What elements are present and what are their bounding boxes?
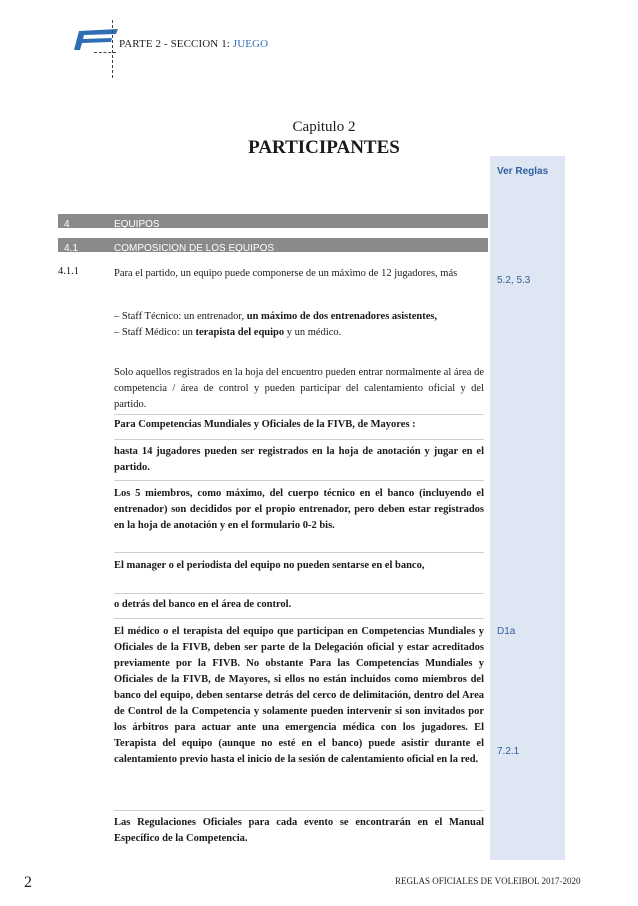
crop-mark-vertical bbox=[112, 20, 113, 78]
paragraph bbox=[114, 486, 484, 534]
dash: – bbox=[114, 327, 120, 338]
staff-tecnico-item bbox=[114, 309, 484, 325]
section-title: COMPOSICION DE LOS EQUIPOS bbox=[114, 243, 275, 252]
section-title: EQUIPOS bbox=[114, 219, 160, 228]
paragraph-text: Para Competencias Mundiales y Oficiales de la FIVB, de Mayores : bbox=[114, 419, 416, 430]
running-footer: REGLAS OFICIALES DE VOLEIBOL 2017-2020 bbox=[395, 876, 581, 886]
section-bar-equipos bbox=[58, 214, 488, 228]
paragraph bbox=[114, 597, 484, 613]
item-text: y un médico. bbox=[286, 327, 342, 338]
paragraph bbox=[114, 624, 484, 768]
header-section: JUEGO bbox=[232, 38, 269, 50]
divider bbox=[114, 593, 484, 594]
item-text-bold: terapista del equipo bbox=[195, 327, 285, 338]
paragraph-text: Solo aquellos registrados en la hoja del encuentro pueden entrar normalmente al área de competencia / área de control y pueden participar del calentamiento oficial y del partido. bbox=[114, 367, 484, 410]
paragraph bbox=[114, 444, 484, 476]
section-number: 4 bbox=[64, 219, 70, 228]
reference-column-header: Ver Reglas bbox=[497, 166, 549, 177]
divider bbox=[114, 810, 484, 811]
paragraph-text: o detrás del banco en el área de control. bbox=[114, 599, 292, 610]
header-part: PARTE 2 - SECCION 1: bbox=[119, 38, 230, 50]
running-header bbox=[119, 38, 268, 50]
rule-reference: 5.2, 5.3 bbox=[497, 275, 531, 286]
divider bbox=[114, 439, 484, 440]
paragraph-text: hasta 14 jugadores pueden ser registrados en la hoja de anotación y jugar en el partido. bbox=[114, 446, 484, 473]
rule-reference: D1a bbox=[497, 626, 516, 637]
section-bar-composicion bbox=[58, 238, 488, 252]
paragraph-text: Los 5 miembros, como máximo, del cuerpo técnico en el banco (incluyendo el entrenador) son decididos por el propio entrenador, pero deben estar registrados en la hoja de anotación y en el formulario 0-2 bis. bbox=[114, 488, 484, 531]
article-number: 4.1.1 bbox=[58, 266, 79, 277]
paragraph-text: El manager o el periodista del equipo no pueden sentarse en el banco, bbox=[114, 560, 425, 571]
page-title: PARTICIPANTES bbox=[248, 137, 400, 158]
divider bbox=[114, 618, 484, 619]
divider bbox=[114, 414, 484, 415]
paragraph-text: Las Regulaciones Oficiales para cada evento se encontrarán en el Manual Específico de la Competencia. bbox=[114, 817, 484, 844]
paragraph bbox=[114, 815, 484, 847]
paragraph bbox=[114, 266, 484, 282]
divider bbox=[114, 480, 484, 481]
paragraph bbox=[114, 417, 484, 433]
item-text: Staff Médico: un bbox=[121, 327, 193, 338]
divider bbox=[114, 552, 484, 553]
rule-reference: 7.2.1 bbox=[497, 746, 520, 757]
crop-mark-horizontal bbox=[94, 52, 116, 53]
paragraph bbox=[114, 365, 484, 413]
paragraph-text: El médico o el terapista del equipo que participan en Competencias Mundiales y Oficiales de la FIVB, deben ser parte de la Delegación oficial y estar acreditados previamente por la FIVB. No obstante Para las Competencias Mundiales y Oficiales de la FIVB, de Mayores, si ellos no están incluidos como miembros del banco del equipo, deben sentarse detrás del cerco de delimitación, dentro del Area de Control de la Competencia y solamente pueden intervenir si son invitados por los árbitros para actuar ante una emergencia médica con los jugadores. El Terapista del equipo (aunque no esté en el banco) puede asistir durante el calentamiento previo hasta el inicio de la sesión de calentamiento oficial en la red. bbox=[114, 626, 484, 765]
paragraph bbox=[114, 558, 484, 574]
item-text-bold: un máximo de dos entrenadores asistentes, bbox=[246, 311, 438, 322]
staff-list bbox=[114, 309, 484, 341]
chapter-label: Capitulo 2 bbox=[292, 119, 356, 135]
page-number: 2 bbox=[24, 874, 32, 891]
item-text: Staff Técnico: un entrenador, bbox=[121, 311, 245, 322]
dash: – bbox=[114, 311, 120, 322]
staff-medico-item bbox=[114, 325, 484, 341]
paragraph-text: Para el partido, un equipo puede componerse de un máximo de 12 jugadores, más bbox=[114, 268, 458, 279]
section-number: 4.1 bbox=[64, 243, 78, 252]
